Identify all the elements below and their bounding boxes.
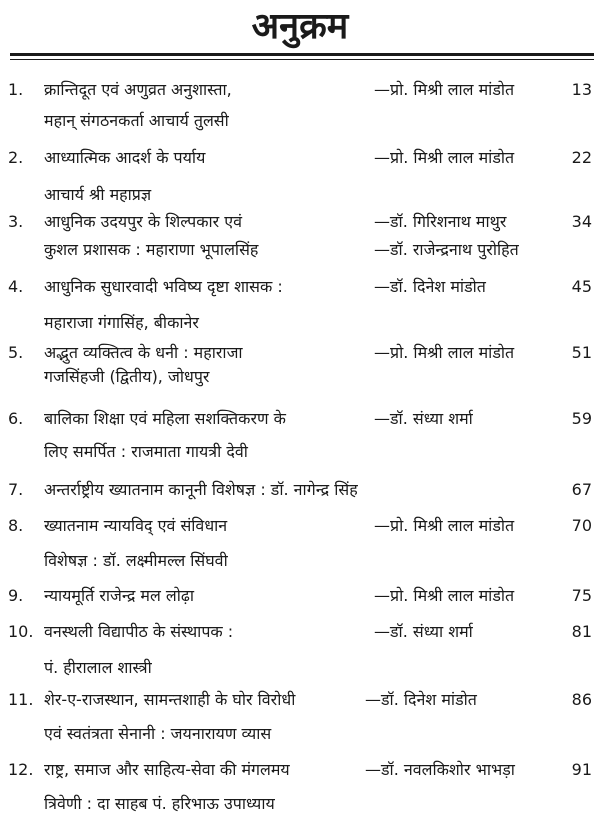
entry-page-number: 51: [571, 343, 592, 362]
entry-title-line: अन्तर्राष्ट्रीय ख्यातनाम कानूनी विशेषज्ञ : डॉ. नागेन्द्र सिंह: [44, 480, 358, 499]
entry-title-line: गजसिंहजी (द्वितीय), जोधपुर: [44, 367, 210, 386]
title-rule-thick: [10, 53, 594, 56]
entry-number: 4.: [8, 277, 24, 296]
entry-number: 1.: [8, 80, 24, 99]
entry-title-line: अद्भुत व्यक्तित्व के धनी : महाराजा: [44, 343, 243, 362]
entry-number: 10.: [8, 622, 34, 641]
entry-number: 11.: [8, 690, 34, 709]
entry-number: 8.: [8, 516, 24, 535]
entry-page-number: 45: [571, 277, 592, 296]
entry-title-line: महाराजा गंगासिंह, बीकानेर: [44, 313, 199, 332]
entry-author: —डॉ. नवलकिशोर भाभड़ा: [365, 760, 515, 779]
entry-page-number: 75: [571, 586, 592, 605]
entry-title-line: बालिका शिक्षा एवं महिला सशक्तिकरण के: [44, 409, 286, 428]
entry-page-number: 22: [571, 148, 592, 167]
entry-author: —डॉ. संध्या शर्मा: [374, 622, 473, 641]
entry-number: 12.: [8, 760, 34, 779]
entry-title-line: आधुनिक उदयपुर के शिल्पकार एवं: [44, 212, 243, 231]
entry-title-line: आध्यात्मिक आदर्श के पर्याय: [44, 148, 206, 167]
entry-author: —डॉ. दिनेश मांडोत: [374, 277, 486, 296]
entry-author: —प्रो. मिश्री लाल मांडोत: [374, 586, 515, 605]
entry-page-number: 59: [571, 409, 592, 428]
entry-author: —प्रो. मिश्री लाल मांडोत: [374, 80, 515, 99]
entry-title-line: विशेषज्ञ : डॉ. लक्ष्मीमल्ल सिंघवी: [44, 551, 228, 570]
entry-title-line: राष्ट्र, समाज और साहित्य-सेवा की मंगलमय: [44, 760, 290, 779]
entry-title-line: वनस्थली विद्यापीठ के संस्थापक :: [44, 622, 234, 641]
entry-number: 7.: [8, 480, 24, 499]
entry-title-line: ख्यातनाम न्यायविद् एवं संविधान: [44, 516, 228, 535]
entry-title-line: एवं स्वतंत्रता सेनानी : जयनारायण व्यास: [44, 724, 272, 743]
entry-number: 3.: [8, 212, 24, 231]
entry-author: —प्रो. मिश्री लाल मांडोत: [374, 516, 515, 535]
entry-number: 6.: [8, 409, 24, 428]
entry-number: 9.: [8, 586, 24, 605]
entry-title-line: क्रान्तिदूत एवं अणुव्रत अनुशास्ता,: [44, 80, 232, 99]
entry-page-number: 13: [571, 80, 592, 99]
entry-author: —डॉ. गिरिशनाथ माथुर: [374, 212, 507, 231]
entry-page-number: 91: [571, 760, 592, 779]
entry-title-line: शेर-ए-राजस्थान, सामन्तशाही के घोर विरोधी: [44, 690, 296, 709]
entry-title-line: पं. हीरालाल शास्त्री: [44, 658, 152, 677]
entry-number: 5.: [8, 343, 24, 362]
entry-title-line: महान् संगठनकर्ता आचार्य तुलसी: [44, 111, 229, 130]
entry-title-line: न्यायमूर्ति राजेन्द्र मल लोढ़ा: [44, 586, 195, 605]
entry-title-line: आधुनिक सुधारवादी भविष्य दृष्टा शासक :: [44, 277, 283, 296]
entry-page-number: 34: [571, 212, 592, 231]
entry-page-number: 86: [571, 690, 592, 709]
entry-author: —प्रो. मिश्री लाल मांडोत: [374, 343, 515, 362]
entry-page-number: 70: [571, 516, 592, 535]
entry-author: —डॉ. दिनेश मांडोत: [365, 690, 477, 709]
entry-title-line: त्रिवेणी : दा साहब पं. हरिभाऊ उपाध्याय: [44, 794, 275, 813]
entry-page-number: 67: [571, 480, 592, 499]
page-title: अनुक्रम: [251, 5, 349, 47]
entry-number: 2.: [8, 148, 24, 167]
entry-title-line: आचार्य श्री महाप्रज्ञ: [44, 185, 152, 204]
entry-page-number: 81: [571, 622, 592, 641]
entry-author: —डॉ. संध्या शर्मा: [374, 409, 473, 428]
title-rule-thin: [10, 59, 594, 60]
entry-author: —प्रो. मिश्री लाल मांडोत: [374, 148, 515, 167]
entry-title-line: कुशल प्रशासक : महाराणा भूपालसिंह: [44, 240, 259, 259]
entry-title-line: लिए समर्पित : राजमाता गायत्री देवी: [44, 442, 248, 461]
entry-author: —डॉ. राजेन्द्रनाथ पुरोहित: [374, 240, 519, 259]
